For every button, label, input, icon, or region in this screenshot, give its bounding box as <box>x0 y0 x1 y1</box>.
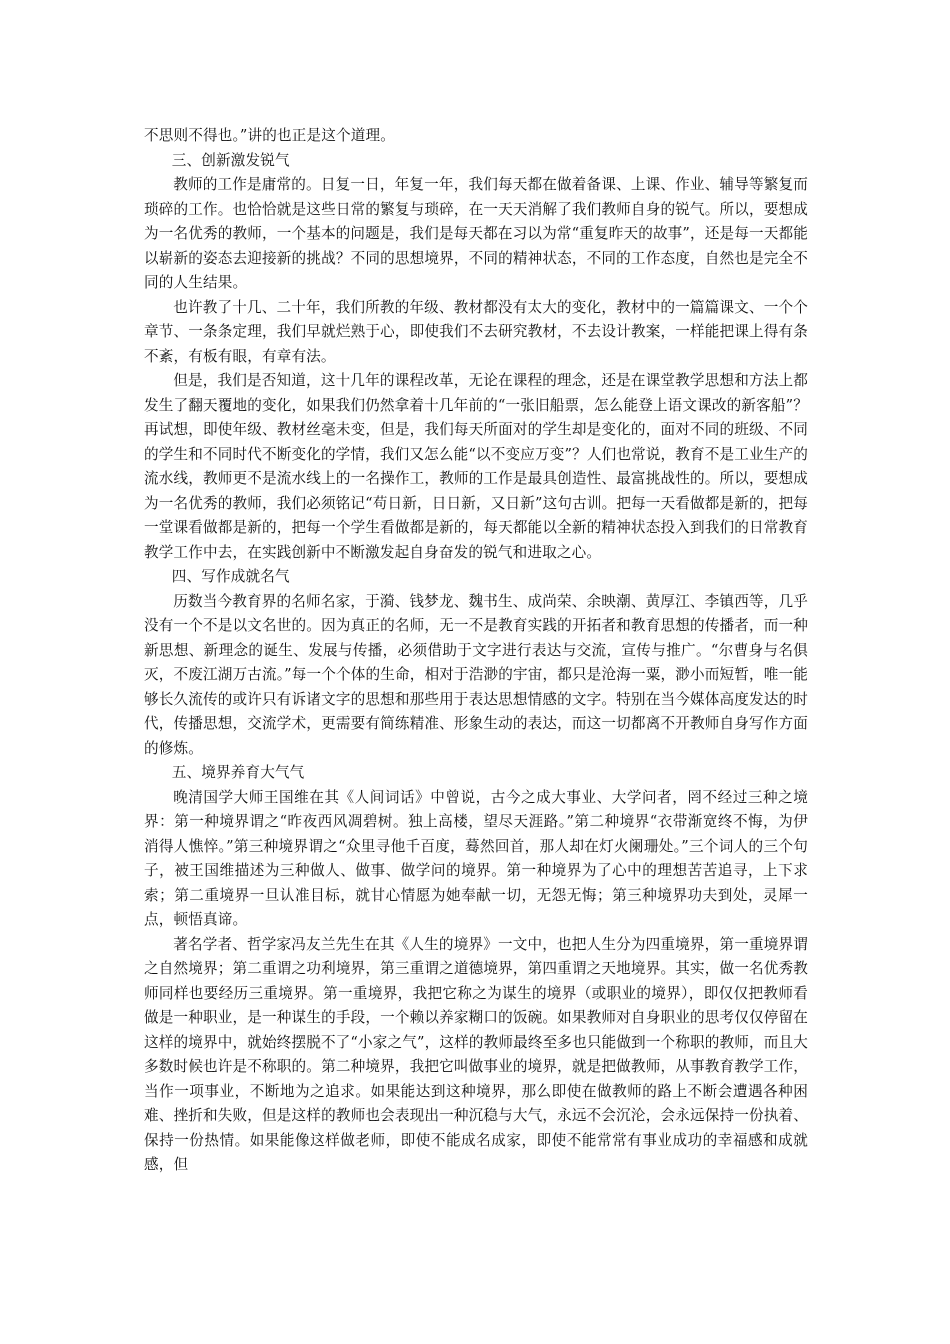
paragraph-curriculum-reform: 但是，我们是否知道，这十几年的课程改革，无论在课程的理念，还是在课堂教学思想和方法上都发生了翻天覆地的变化，如果我们仍然拿着十几年前的“一张旧船票，怎么能登上语文课改的新客船”？再试想，即使年级、教材丝毫未变，但是，我们每天所面对的学生却是变化的，面对不同的班级、不同的学生和不同时代不断变化的学情，我们又怎么能“以不变应万变”？人们也常说，教育不是工业生产的流水线，教师更不是流水线上的一名操作工，教师的工作是最具创造性、最富挑战性的。所以，要想成为一名优秀的教师，我们必须铭记“苟日新，日日新，又日新”这句古训。把每一天看做都是新的，把每一堂课看做都是新的，把每一个学生看做都是新的，每天都能以全新的精神状态投入到我们的日常教育教学工作中去，在实践创新中不断激发起自身奋发的锐气和进取之心。 <box>144 372 808 561</box>
section-heading-realm: 五、境界养育大气气 <box>171 764 305 781</box>
paragraph-famous-teachers: 历数当今教育界的名师名家，于漪、钱梦龙、魏书生、成尚荣、余映潮、黄厚江、李镇西等，几乎没有一个不是以文名世的。因为真正的名师，无一不是教育实践的开拓者和教育思想的传播者，而一种新思想、新理念的诞生、发展与传播，必须借助于文字进行表达与交流，宣传与推广。“尔曹身与名俱灭，不废江湖万古流。”每一个个体的生命，相对于浩渺的宇宙，都只是沧海一粟，渺小而短暂，唯一能够长久流传的或许只有诉诸文字的思想和那些用于表达思想情感的文字。特别在当今媒体高度发达的时代，传播思想，交流学术，更需要有简练精准、形象生动的表达，而这一切都离不开教师自身写作方面的修炼。 <box>144 592 808 757</box>
paragraph-routine-work: 教师的工作是庸常的。日复一日，年复一年，我们每天都在做着备课、上课、作业、辅导等繁复而琐碎的工作。也恰恰就是这些日常的繁复与琐碎，在一天天消解了我们教师自身的锐气。所以，要想成为一名优秀的教师，一个基本的问题是，我们是每天都在习以为常“重复昨天的故事”，还是每一天都能以崭新的姿态去迎接新的挑战？不同的思想境界，不同的精神状态，不同的工作态度，自然也是完全不同的人生结果。 <box>144 176 808 291</box>
section-heading-innovation: 三、创新激发锐气 <box>171 151 290 169</box>
document-page <box>144 124 808 1178</box>
paragraph-feng-youlan: 著名学者、哲学家冯友兰先生在其《人生的境界》一文中，也把人生分为四重境界，第一重境界谓之自然境界；第二重谓之功利境界，第三重谓之道德境界，第四重谓之天地境界。其实，做一名优秀教师同样也要经历三重境界。第一重境界，我把它称之为谋生的境界（或职业的境界），即仅仅把教师看做是一种职业，是一种谋生的手段，一个赖以养家糊口的饭碗。如果教师对自身职业的思考仅仅停留在这样的境界中，就始终摆脱不了“小家之气”，这样的教师最终至多也只能做到一个称职的教师，而且大多数时候也许是不称职的。第二种境界，我把它叫做事业的境界，就是把做教师，从事教育教学工作，当作一项事业，不断地为之追求。如果能达到这种境界，那么即使在做教师的路上不断会遭遇各种困难、挫折和失败，但是这样的教师也会表现出一种沉稳与大气，永远不会沉沦，会永远保持一份执着、保持一份热情。如果能像这样做老师，即使不能成名成家，即使不能常常有事业成功的幸福感和成就感，但 <box>144 935 808 1173</box>
paragraph-wang-guowei: 晚清国学大师王国维在其《人间词话》中曾说，古今之成大事业、大学问者，罔不经过三种之境界：第一种境界谓之“昨夜西风凋碧树。独上高楼，望尽天涯路。”第二种境界“衣带渐宽终不悔，为伊消得人憔悴。”第三种境界谓之“众里寻他千百度，蓦然回首，那人却在灯火阑珊处。”三个词人的三个句子，被王国维描述为三种做人、做事、做学问的境界。第一种境界为了心中的理想苦苦追寻，上下求索；第二重境界一旦认准目标，就甘心情愿为她奉献一切，无怨无悔；第三种境界功夫到处，灵犀一点，顿悟真谛。 <box>144 788 808 928</box>
continuation-paragraph: 不思则不得也。”讲的也正是这个道理。 <box>144 127 395 144</box>
section-heading-writing: 四、写作成就名气 <box>171 568 290 585</box>
document-body <box>144 124 808 1178</box>
paragraph-years-teaching: 也许教了十几、二十年，我们所教的年级、教材都没有太大的变化，教材中的一篇篇课文、一个个章节、一条条定理，我们早就烂熟于心，即使我们不去研究教材，不去设计教案，一样能把课上得有条不紊，有板有眼，有章有法。 <box>144 298 808 365</box>
